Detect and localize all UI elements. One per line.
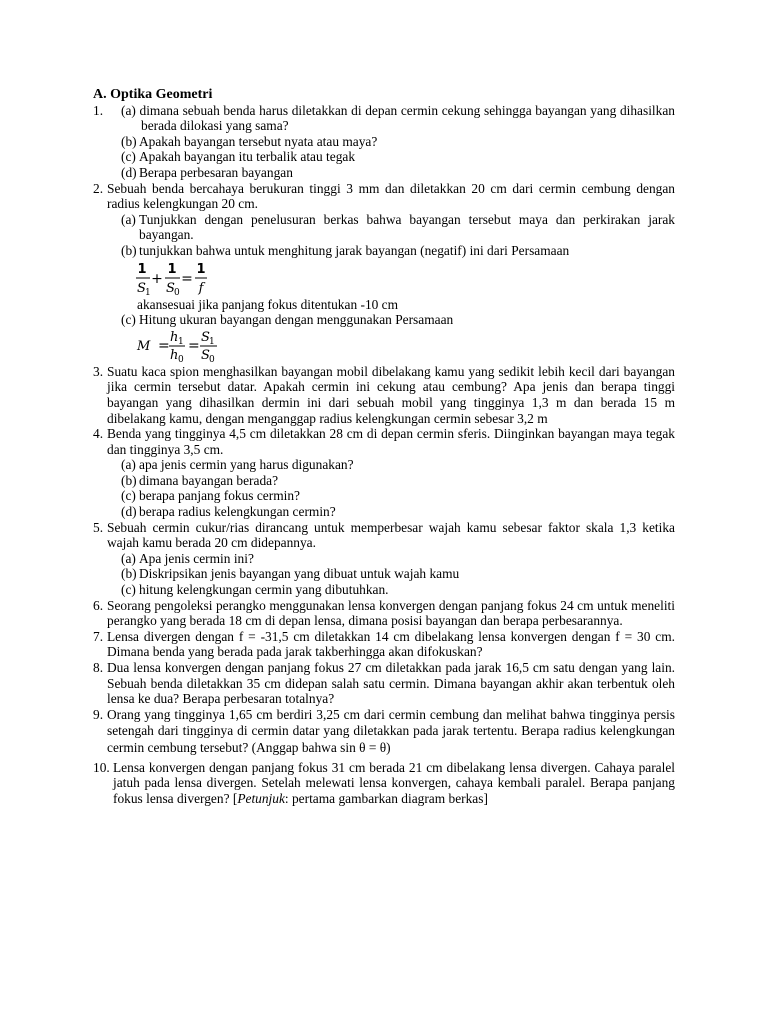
question-2 (93, 181, 675, 364)
question-text: Benda yang tingginya 4,5 cm diletakkan 28 cm di depan cermin sferis. Diinginkan bayangan maya tegak dan tingginya 3,5 cm. (107, 426, 675, 457)
eq1-den1-sub: 1 (145, 287, 151, 297)
question-1 (93, 103, 675, 181)
question-text: Seorang pengoleksi perangko menggunakan lensa konvergen dengan panjang fokus 24 cm untuk meneliti perangko yang berada 18 cm di depan lensa, dimana posisi bayangan dan berapa perbesarannya. (107, 597, 675, 629)
eq1-plus: + (151, 270, 163, 287)
eq2-den2: S (201, 347, 210, 363)
eq2-den1-sub: 0 (178, 354, 184, 364)
eq2-equals1: = (158, 337, 170, 354)
sub-question: (b) dimana bayangan berada? (121, 472, 279, 488)
sub-question: (a) apa jenis cermin yang harus digunakan? (121, 457, 354, 473)
sub-question: (b) Diskripsikan jenis bayangan yang dibuat untuk wajah kamu (121, 566, 460, 582)
question-4 (93, 426, 675, 520)
question-number: 2. (93, 180, 104, 196)
sub-question: (a) Tunjukkan dengan penelusuran berkas bahwa bayangan tersebut maya dan perkirakan jarak bayangan. (121, 211, 675, 243)
eq2-num1: h (170, 329, 179, 345)
eq1-den2-sub: 0 (174, 287, 180, 297)
question-text: Orang yang tingginya 1,65 cm berdiri 3,25 cm dari cermin cembung dan melihat bahwa tingginya persis setengah dari tingginya di cermin datar yang diletakkan pada jarak tertentu. Berapa radius kelengkungan cermin cembung tersebut? (Anggap bahwa sin θ = θ) (107, 706, 675, 755)
question-6 (93, 598, 675, 629)
question-text: Dua lensa konvergen dengan panjang fokus 27 cm diletakkan pada jarak 16,5 cm satu dengan yang lain. Sebuah benda diletakkan 35 cm didepan salah satu cermin. Dimana bayangan akhir akan terbentuk oleh lensa ke dua? Berapa perbesaran totalnya? (107, 660, 675, 707)
question-text: Sebuah cermin cukur/rias dirancang untuk memperbesar wajah kamu sebesar faktor skala 1,3 ketika wajah kamu berada 20 cm didepannya. (107, 519, 675, 551)
question-text: (a) dimana sebuah benda harus diletakkan di depan cermin cekung sehingga bayangan yang dihasilkan berada dilokasi yang sama? (121, 102, 675, 134)
eq2-equals2: = (188, 337, 200, 354)
question-number: 9. (93, 706, 104, 722)
document-page (93, 87, 675, 806)
question-number: 5. (93, 519, 104, 535)
eq1-num1: 1 (137, 261, 147, 277)
eq1-den2: S (166, 280, 175, 296)
question-5 (93, 520, 675, 598)
eq2-den2-sub: 0 (209, 354, 215, 364)
sub-question: (d) Berapa perbesaran bayangan (121, 164, 293, 180)
eq2-lhs: M (137, 338, 151, 354)
question-text: Sebuah benda bercahaya berukuran tinggi 3 mm dan diletakkan 20 cm dari cermin cembung dengan radius kelengkungan 20 cm. (107, 180, 675, 212)
question-number: 4. (93, 426, 104, 442)
lens-equation (107, 259, 675, 297)
question-7 (93, 629, 675, 660)
eq1-equals: = (181, 270, 193, 287)
eq2-den1: h (170, 347, 179, 363)
question-9 (93, 707, 675, 757)
eq1-num2: 1 (167, 261, 177, 277)
question-number: 7. (93, 628, 104, 644)
eq1-den1: S (137, 280, 146, 296)
equation-graphic (135, 328, 245, 364)
sub-question: (c) hitung kelengkungan cermin yang dibutuhkan. (121, 582, 389, 598)
question-text: Lensa divergen dengan f = -31,5 cm diletakkan 14 cm dibelakang lensa konvergen dengan f = 30 cm. Dimana benda yang berada pada jarak takberhingga akan difokuskan? (107, 628, 675, 660)
eq2-num2: S (201, 329, 210, 345)
sub-question: (c) berapa panjang fokus cermin? (121, 488, 300, 504)
question-text: Lensa konvergen dengan panjang fokus 31 cm berada 21 cm dibelakang lensa divergen. Cahaya paralel jatuh pada lensa divergen. Setelah melewati lensa konvergen, cahaya kembali paralel. Berapa panjang fokus lensa divergen? [Petunjuk: pertama gambarkan diagram berkas] (113, 759, 675, 806)
question-number: 3. (93, 363, 104, 379)
question-text: Suatu kaca spion menghasilkan bayangan mobil dibelakang kamu yang sedikit lebih kecil dari bayangan jika cermin tersebut datar. Apakah cermin ini cekung atau cembung? Apa jenis dan berapa tinggi bayangan yang dihasilkan dermin ini dari sebuah mobil yang tingginya 1,3 m dan berada 15 m dibelakang kamu, dengan menganggap radius kelengkungan cermin sebesar 3,2 m (107, 363, 675, 426)
sub-question: (d) berapa radius kelengkungan cermin? (121, 504, 336, 520)
hint-label: Petunjuk (237, 790, 285, 806)
question-number: 8. (93, 660, 104, 675)
question-8 (93, 660, 675, 707)
equation-graphic (135, 259, 225, 297)
question-3 (93, 364, 675, 426)
question-10 (93, 760, 675, 807)
question-number: 1. (93, 102, 104, 118)
sub-question: (c) Hitung ukuran bayangan dengan menggunakan Persamaan (121, 312, 454, 328)
eq2-num1-sub: 1 (178, 336, 184, 347)
magnification-equation (107, 328, 675, 364)
question-text: akansesuai jika panjang fokus ditentukan -10 cm (137, 296, 399, 312)
question-number: 10. (93, 759, 110, 775)
sub-question: (b) tunjukkan bahwa untuk menghitung jarak bayangan (negatif) ini dari Persamaan (121, 242, 570, 258)
sub-question: (a) Apa jenis cermin ini? (121, 550, 254, 566)
sub-question: (b) Apakah bayangan tersebut nyata atau maya? (121, 133, 378, 149)
question-number: 6. (93, 597, 104, 613)
eq1-num3: 1 (196, 261, 206, 277)
sub-question: (c) Apakah bayangan itu terbalik atau tegak (121, 149, 356, 165)
section-title: A. Optika Geometri (93, 87, 213, 102)
eq2-num2-sub: 1 (209, 336, 215, 347)
eq1-den3: f (198, 280, 204, 296)
